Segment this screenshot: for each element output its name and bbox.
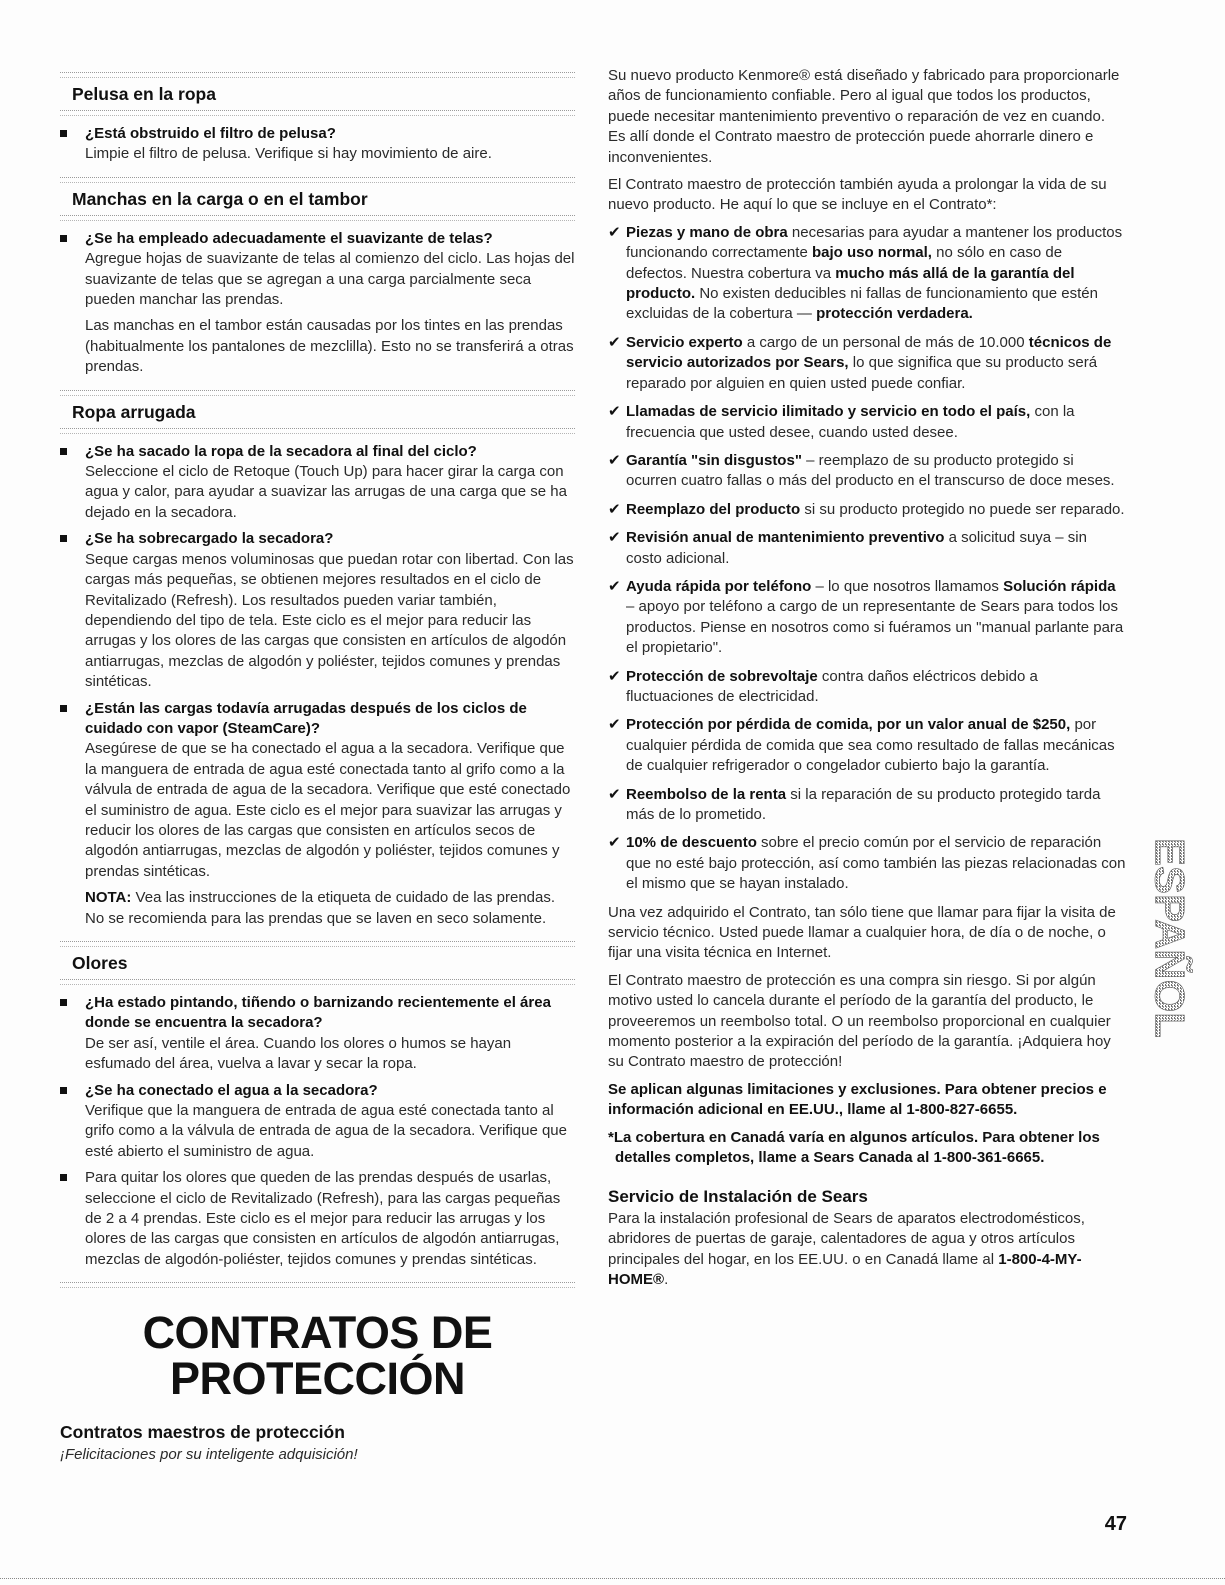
divider bbox=[60, 110, 575, 116]
section-header-stains bbox=[60, 177, 575, 221]
page-title-line-2: PROTECCIÓN bbox=[169, 1353, 465, 1405]
checkmark-icon: ✔ bbox=[608, 529, 621, 547]
question: ¿Está obstruido el filtro de pelusa? bbox=[85, 125, 336, 142]
answer-extra: Las manchas en el tambor están causadas por los tintes en las prendas (habitualmente los pantalones de mezclilla). Esto no se transferirá a otras prendas. bbox=[85, 317, 574, 376]
benefit-text: si su producto protegido no puede ser reparado. bbox=[800, 500, 1125, 518]
benefit-text: No existen deducibles ni fallas de funcionamiento que estén excluidas de la cobertura — bbox=[626, 285, 1098, 323]
checkmark-icon: ✔ bbox=[608, 577, 621, 595]
benefit-text: sobre el precio común por el servicio de reparación que no esté bajo protección, así como también las piezas relacionadas con el mismo que se hayan instalado. bbox=[626, 834, 1126, 893]
benefit-label: Reembolso de la renta bbox=[626, 785, 787, 803]
benefit-label: Protección de sobrevoltaje bbox=[626, 667, 818, 685]
paragraph: Una vez adquirido el Contrato, tan sólo tiene que llamar para fijar la visita de servicio técnico. Usted puede llamar a cualquier hora, de día o de noche, o fijar una visita técnica en Internet. bbox=[608, 903, 1116, 962]
bullet-icon bbox=[60, 130, 67, 137]
benefit-item bbox=[608, 715, 1126, 776]
section-title: Ropa arrugada bbox=[72, 401, 196, 422]
section-header-lint bbox=[60, 72, 575, 116]
question: ¿Se ha sacado la ropa de la secadora al final del ciclo? bbox=[85, 442, 477, 460]
troubleshoot-list bbox=[60, 442, 575, 929]
section-title: Olores bbox=[72, 953, 128, 973]
benefit-text: a solicitud suya – sin costo adicional. bbox=[626, 529, 1087, 567]
note bbox=[85, 888, 575, 929]
bullet-icon bbox=[60, 235, 67, 242]
checkmark-icon: ✔ bbox=[608, 223, 621, 241]
question: ¿Se ha empleado adecuadamente el suavizante de telas? bbox=[85, 229, 493, 247]
language-tab-label: ESPAÑOL bbox=[1146, 838, 1194, 1038]
bullet-icon bbox=[60, 999, 67, 1006]
answer: Asegúrese de que se ha conectado el agua a la secadora. Verifique que la manguera de entrada de agua esté conectada tanto al grifo como a la válvula de entrada de agua de la secadora. Verifique que esté conectado el suministro de agua. Este ciclo es el mejor para suavizar las arrugas y reducir los olores de las cargas que consisten en artículos secos de algodón antiarrugas, mezclas de algodón y poliéster, tejidos comunes y prendas sintéticas. bbox=[85, 740, 571, 880]
bullet-icon bbox=[60, 1087, 67, 1094]
list-item bbox=[60, 1081, 575, 1163]
section-title: Pelusa en la ropa bbox=[72, 84, 216, 104]
answer: Agregue hojas de suavizante de telas al comienzo del ciclo. Las hojas del suavizante de telas que se agregan a una carga parcialmente seca pueden manchar las prendas. bbox=[85, 250, 575, 309]
section-header-odors bbox=[60, 941, 575, 985]
service-text: Para la instalación profesional de Sears de aparatos electrodomésticos, abridores de puertas de garaje, calentadores de agua y otros artículos principales del hogar, en los EE.UU. o en Canadá llame al bbox=[608, 1209, 1085, 1268]
benefit-item bbox=[608, 667, 1126, 708]
benefit-bold: Solución rápida bbox=[1003, 577, 1116, 595]
benefit-item bbox=[608, 402, 1126, 443]
list-item bbox=[60, 442, 575, 524]
answer: De ser así, ventile el área. Cuando los olores o humos se hayan esfumado del área, vuelva a lavar y secar la ropa. bbox=[85, 1034, 512, 1073]
answer: Seleccione el ciclo de Retoque (Touch Up) para hacer girar la carga con agua y calor, para ayudar a suavizar las arrugas de una carga que se ha dejado en la secadora. bbox=[85, 463, 567, 521]
bullet-icon bbox=[60, 1174, 67, 1181]
benefits-list bbox=[608, 223, 1126, 895]
right-column bbox=[608, 66, 1126, 1298]
question: ¿Ha estado pintando, tiñendo o barnizando recientemente el área donde se encuentra la secadora? bbox=[85, 994, 551, 1032]
paragraph: El Contrato maestro de protección es una compra sin riesgo. Si por algún motivo usted lo cancela durante el período de la garantía del producto, le proveeremos un reembolso total. O un reembolso proporcional en cualquier momento posterior a la expiración del período de la garantía. ¡Adquiera hoy su Contrato maestro de protección! bbox=[608, 971, 1111, 1071]
list-item bbox=[60, 229, 575, 378]
checkmark-icon: ✔ bbox=[608, 834, 621, 852]
intro-paragraph: Su nuevo producto Kenmore® está diseñado y fabricado para proporcionarle años de funcionamiento confiable. Pero al igual que todos los productos, puede necesitar mantenimiento preventivo o reparación de vez en cuando. Es allí donde el Contrato maestro de protección puede ahorrarle dinero e inconvenientes. bbox=[608, 67, 1120, 166]
benefit-label: Llamadas de servicio ilimitado y servicio en todo el país, bbox=[626, 403, 1031, 421]
note-text: Vea las instrucciones de la etiqueta de cuidado de las prendas. No se recomienda para las prendas que se laven en seco solamente. bbox=[85, 889, 556, 927]
benefit-text: con la frecuencia que usted desee, cuando usted desee. bbox=[626, 403, 1075, 441]
benefit-text: – apoyo por teléfono a cargo de un representante de Sears para todos los productos. Piense en nosotros como si fuéramos un "manual parlante para el propietario". bbox=[626, 598, 1124, 657]
language-tab bbox=[1146, 816, 1194, 1061]
troubleshoot-list bbox=[60, 993, 575, 1270]
page-title bbox=[60, 1307, 575, 1405]
benefit-text: a cargo de un personal de más de 10.000 bbox=[742, 333, 1029, 351]
benefit-text: si la reparación de su producto protegido tarda más de lo prometido. bbox=[626, 785, 1101, 823]
benefit-item bbox=[608, 500, 1126, 520]
benefit-item bbox=[608, 785, 1126, 826]
page-number: 47 bbox=[1104, 1513, 1127, 1535]
page-bottom-rule bbox=[0, 1578, 1225, 1579]
bullet-icon bbox=[60, 535, 67, 542]
benefit-label: Piezas y mano de obra bbox=[626, 223, 788, 241]
divider bbox=[60, 1282, 575, 1288]
benefit-label: Protección por pérdida de comida, por un valor anual de $250, bbox=[626, 716, 1071, 734]
divider bbox=[60, 979, 575, 985]
question: ¿Están las cargas todavía arrugadas después de los ciclos de cuidado con vapor (SteamCare)? bbox=[85, 699, 527, 737]
note-label: NOTA: bbox=[85, 889, 132, 907]
benefit-label: Revisión anual de mantenimiento preventivo bbox=[626, 529, 945, 547]
checkmark-icon: ✔ bbox=[608, 333, 621, 351]
list-item bbox=[60, 529, 575, 692]
service-text-end: . bbox=[664, 1271, 669, 1289]
answer: Para quitar los olores que queden de las prendas después de usarlas, seleccione el ciclo de Revitalizado (Refresh), para las cargas pequeñas de 2 a 4 prendas. Este ciclo es el mejor para reducir las arrugas y los olores de las cargas que consisten en artículos de algodón antiarrugas, mezclas de algodón-poliéster, tejidos comunes y prendas sintéticas. bbox=[85, 1169, 561, 1268]
intro-paragraph-2: El Contrato maestro de protección también ayuda a prolongar la vida de su nuevo producto. He aquí lo que se incluye en el Contrato*: bbox=[608, 176, 1107, 214]
canada-note: *La cobertura en Canadá varía en algunos artículos. Para obtener los detalles completos, llame a Sears Canada al 1-800-361-6665. bbox=[608, 1128, 1100, 1167]
benefit-text: lo que significa que su producto será reparado por alguien en quien usted puede confiar. bbox=[626, 354, 1098, 392]
checkmark-icon: ✔ bbox=[608, 403, 621, 421]
benefit-item bbox=[608, 528, 1126, 569]
section-header-wrinkled bbox=[60, 390, 575, 434]
question: ¿Se ha sobrecargado la secadora? bbox=[85, 530, 334, 548]
bullet-icon bbox=[60, 448, 67, 455]
bullet-icon bbox=[60, 705, 67, 712]
benefit-bold: bajo uso normal, bbox=[811, 244, 932, 262]
divider bbox=[60, 215, 575, 221]
benefit-label: Reemplazo del producto bbox=[626, 500, 801, 518]
list-item bbox=[60, 993, 575, 1075]
benefit-text: contra daños eléctricos debido a fluctuaciones de electricidad. bbox=[626, 667, 1038, 705]
benefit-item bbox=[608, 333, 1126, 394]
benefit-text: no sólo en caso de defectos. Nuestra cobertura va bbox=[626, 244, 1063, 282]
list-item bbox=[60, 124, 575, 165]
troubleshoot-list bbox=[60, 124, 575, 165]
checkmark-icon: ✔ bbox=[608, 785, 621, 803]
answer: Limpie el filtro de pelusa. Verifique si hay movimiento de aire. bbox=[85, 145, 492, 163]
answer: Verifique que la manguera de entrada de agua esté conectada tanto al grifo como a la válvula de entrada de agua de la secadora. Verifique que esté abierto el suministro de agua. bbox=[85, 1102, 567, 1160]
limitations-note: Se aplican algunas limitaciones y exclusiones. Para obtener precios e información adicional en EE.UU., llame al 1-800-827-6655. bbox=[608, 1080, 1107, 1119]
answer: Seque cargas menos voluminosas que puedan rotar con libertad. Con las cargas más pequeñas, se obtienen mejores resultados en el ciclo de Revitalizado (Refresh). Los resultados pueden variar también, dependiendo del tipo de tela. Este ciclo es el mejor para reducir las arrugas y los olores de las cargas que consisten en artículos de algodón antiarrugas, mezclas de algodón y poliéster, tejidos comunes y prendas sintéticas. bbox=[85, 550, 574, 691]
benefit-label: Garantía "sin disgustos" bbox=[626, 451, 802, 469]
checkmark-icon: ✔ bbox=[608, 500, 621, 518]
checkmark-icon: ✔ bbox=[608, 716, 621, 734]
troubleshoot-list bbox=[60, 229, 575, 378]
installation-service-text bbox=[608, 1209, 1126, 1291]
benefit-text: – lo que nosotros llamamos bbox=[811, 577, 1004, 595]
benefit-item bbox=[608, 833, 1126, 894]
benefit-item bbox=[608, 223, 1126, 325]
benefit-text: – reemplazo de su producto protegido si ocurren cuatro fallas o más del producto en el transcurso de doce meses. bbox=[626, 451, 1115, 490]
installation-service-title: Servicio de Instalación de Sears bbox=[608, 1186, 868, 1206]
checkmark-icon: ✔ bbox=[608, 451, 621, 469]
section-title: Manchas en la carga o en el tambor bbox=[72, 188, 368, 209]
benefit-label: 10% de descuento bbox=[626, 834, 757, 852]
benefit-item bbox=[608, 577, 1126, 659]
benefit-bold: técnicos de servicio autorizados por Sears, bbox=[626, 333, 1112, 372]
left-column bbox=[60, 72, 575, 1465]
benefit-text: necesarias para ayudar a mantener los productos funcionando correctamente bbox=[626, 223, 1123, 262]
list-item bbox=[60, 699, 575, 929]
benefit-text: por cualquier pérdida de comida que sea como resultado de fallas mecánicas de cualquier refrigerador o congelador cubierto bajo la garantía. bbox=[626, 716, 1115, 775]
benefit-label: Ayuda rápida por teléfono bbox=[626, 577, 812, 595]
page-title-line-1: CONTRATOS DE bbox=[142, 1307, 493, 1359]
benefit-item bbox=[608, 451, 1126, 492]
question: ¿Se ha conectado el agua a la secadora? bbox=[85, 1081, 378, 1099]
checkmark-icon: ✔ bbox=[608, 667, 621, 685]
list-item bbox=[60, 1168, 575, 1270]
service-phone: 1-800-4-MY-HOME® bbox=[608, 1250, 1082, 1289]
congrats-text: ¡Felicitaciones por su inteligente adquisición! bbox=[60, 1445, 358, 1463]
subtitle: Contratos maestros de protección bbox=[60, 1422, 345, 1443]
benefit-bold: mucho más allá de la garantía del producto. bbox=[626, 264, 1075, 303]
divider bbox=[60, 428, 575, 434]
benefit-bold: protección verdadera. bbox=[816, 305, 973, 323]
benefit-label: Servicio experto bbox=[626, 333, 743, 351]
